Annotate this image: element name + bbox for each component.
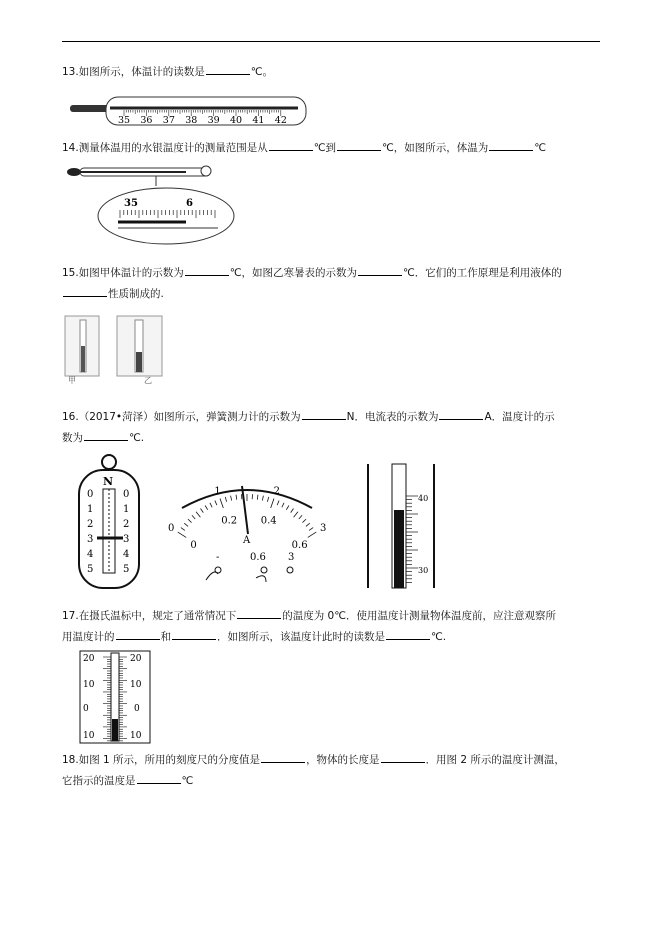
tick [267,497,268,502]
thermo16-label-30: 30 [418,566,429,575]
scale-label: 35 [118,115,131,126]
q17-text-b: 的温度为 0℃．使用温度计测量物体温度前，应注意观察所 [282,610,557,622]
label-yi: 乙 [144,376,152,385]
ammeter-top-label: 1 [214,486,221,498]
q14-blank-2[interactable] [337,138,381,151]
tick [178,532,186,537]
spring-label-right: 4 [123,549,130,560]
ammeter-figure [168,466,327,586]
ammeter-terminal-label: 3 [288,552,295,563]
q18-blank-3[interactable] [137,771,181,784]
q15-text-b: ℃，如图乙寒暑表的示数为 [229,267,357,279]
thermometer-16-figure [364,462,438,592]
question-13 [62,61,273,83]
thermo17-label-left: 0 [83,704,89,714]
spring-label-right: 1 [123,504,130,515]
q15-text-a: 15.如图甲体温计的示数为 [62,267,184,279]
scale-label: 41 [252,115,265,126]
tick [220,499,223,508]
tick [308,532,316,537]
q16-blank-3[interactable] [84,428,128,441]
scale-label: 36 [140,115,153,126]
tick [205,506,208,510]
tick [257,495,258,500]
tick [236,495,237,500]
tick [210,503,212,507]
spring-label-left: 3 [87,534,94,545]
ammeter-top-label: 2 [273,486,280,498]
thermo17-label-left: 10 [83,680,95,690]
q13-blank[interactable] [206,62,250,75]
tick [291,508,294,512]
tick [200,508,203,512]
q14-blank-1[interactable] [269,138,313,151]
question-17 [62,605,556,627]
question-14 [62,137,546,159]
tick [282,503,284,507]
spring-label-left: 5 [87,564,94,575]
q13-text: 13.如图所示，体温计的读数是 [62,66,205,78]
tick [271,499,274,508]
tick [294,512,298,517]
q16-blank-1[interactable] [302,407,346,420]
thermo17-label-right: 20 [130,654,142,664]
tick [299,515,302,519]
zoom-label-6: 6 [186,198,193,209]
tick [225,497,226,502]
q17-text-a: 17.在摄氏温标中，规定了通常情况下 [62,610,237,622]
ammeter-terminal-label: 0.6 [250,552,266,563]
question-16 [62,406,555,428]
clinical-thermometer-figure [68,95,313,129]
q15-blank-2[interactable] [358,263,402,276]
q14-text-a: 14.测量体温用的水银温度计的测量范围是从 [62,142,268,154]
q17-text-f: ℃. [431,631,447,643]
spring-unit-label: N [103,475,114,488]
tick [231,496,232,501]
spring-label-left: 2 [87,519,94,530]
thermometer-zoom-figure [66,162,238,246]
q13-unit: ℃。 [250,66,273,78]
thermo17-label-right: 0 [134,704,140,714]
q16-text-e: ℃. [129,432,145,444]
tick [277,501,279,506]
thermometer-17-figure [78,649,152,745]
spring-label-right: 0 [123,489,130,500]
tick [181,528,185,531]
q16-blank-2[interactable] [439,407,483,420]
q16-text-a: 16.（2017•菏泽）如图所示，弹簧测力计的示数为 [62,411,301,423]
q18-blank-2[interactable] [381,750,425,763]
spring-label-left: 1 [87,504,94,515]
tick [188,519,192,522]
tick [302,519,306,522]
q18-text-a: 18.如图 1 所示，所用的刻度尺的分度值是 [62,754,261,766]
scale-label: 40 [230,115,243,126]
q14-blank-3[interactable] [489,138,533,151]
q17-blank-3[interactable] [172,627,216,640]
q17-text-e: ．如图所示，该温度计此时的读数是 [217,631,385,643]
tick [192,515,195,519]
question-15 [62,262,562,284]
q17-text-d: 和 [160,631,171,643]
thermo17-label-right: 10 [130,731,142,741]
zoom-label-35: 35 [124,198,138,209]
question-16-line2 [62,427,144,449]
q18-text-c: ．用图 2 所示的温度计测温， [425,754,565,766]
spring-label-left: 4 [87,549,94,560]
ammeter-terminal-label: - [216,552,220,563]
tick [262,496,263,501]
spring-label-right: 2 [123,519,130,530]
q18-text-b: ，物体的长度是 [306,754,380,766]
spring-label-left: 0 [87,489,94,500]
scale-label: 37 [162,115,175,126]
spring-label-right: 3 [123,534,130,545]
q15-text-d: 性质制成的. [108,288,164,300]
ammeter-inner-label: 0 [190,539,197,551]
ammeter-top-label: 3 [319,522,327,534]
thermo17-label-right: 10 [130,680,142,690]
thermometers-jia-yi-figure [62,312,172,384]
ammeter-unit-label: A [243,535,251,546]
tick [286,506,289,510]
thermo17-label-left: 20 [83,654,95,664]
q17-blank-2[interactable] [116,627,160,640]
spring-label-right: 5 [123,564,130,575]
q15-text-c: ℃．它们的工作原理是利用液体的 [403,267,562,279]
q14-text-d: ℃ [534,142,547,154]
thermo16-label-40: 40 [418,494,429,503]
q17-blank-1[interactable] [237,606,281,619]
ammeter-inner-label: 0.6 [291,539,308,551]
scale-label: 39 [207,115,220,126]
q14-text-b: ℃到 [313,142,336,154]
label-jia: 甲 [68,376,76,385]
ammeter-inner-label: 0.4 [260,515,277,527]
q18-text-e: ℃ [181,775,194,787]
q18-text-d: 它指示的温度是 [62,775,136,787]
q16-text-c: A．温度计的示 [484,411,555,423]
tick [184,523,188,526]
q17-blank-4[interactable] [386,627,430,640]
ammeter-top-label: 0 [168,522,175,534]
question-18 [62,749,565,771]
tick [215,501,217,506]
tick [306,523,310,526]
thermo17-label-left: 10 [83,731,95,741]
question-17-line2 [62,626,446,648]
ammeter-inner-label: 0.2 [221,515,238,527]
q14-text-c: ℃，如图所示，体温为 [382,142,489,154]
q15-blank-1[interactable] [185,263,229,276]
q18-blank-1[interactable] [261,750,305,763]
scale-label: 38 [185,115,198,126]
header-rule [62,41,600,42]
q16-text-d: 数为 [62,432,83,444]
question-15-line2 [62,283,164,305]
spring-scale-figure [75,452,143,592]
question-18-line2 [62,770,193,792]
q17-text-c: 用温度计的 [62,631,115,643]
q16-text-b: N．电流表的示数为 [346,411,439,423]
q15-blank-3[interactable] [63,284,107,297]
tick [309,528,313,531]
scale-label: 42 [274,115,287,126]
tick [196,512,200,517]
